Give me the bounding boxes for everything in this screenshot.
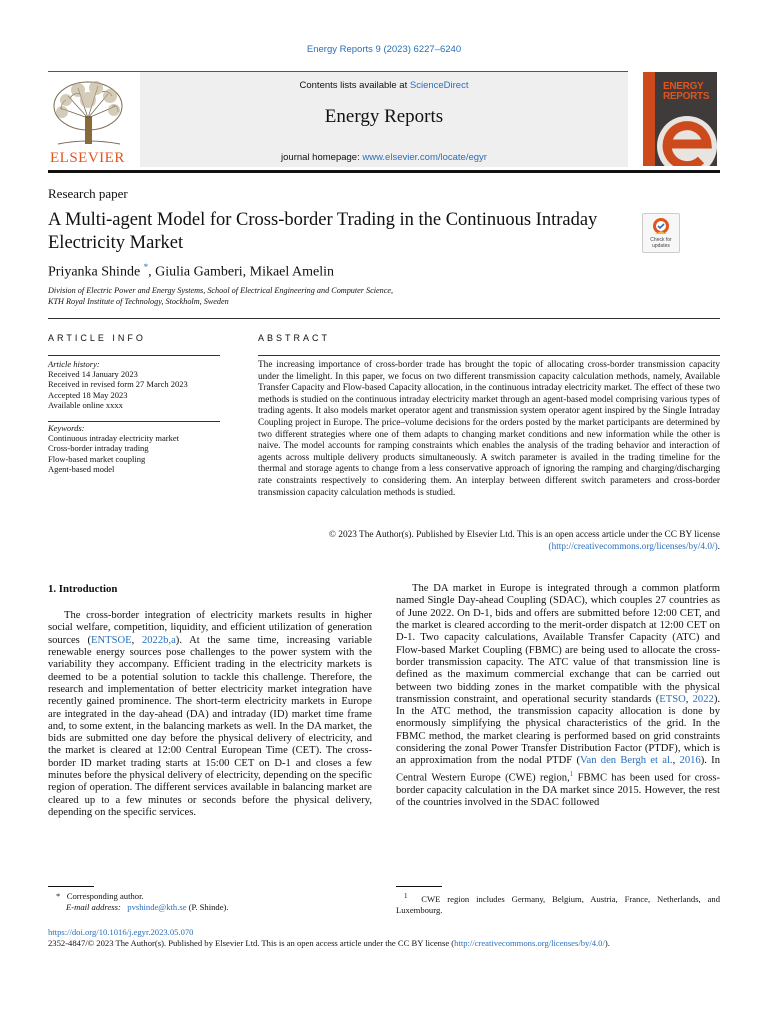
footnote-rule-right [396,886,442,887]
keyword-item: Cross-border intraday trading [48,443,149,454]
intro-paragraph [396,583,720,809]
cc-license-link[interactable]: (http://creativecommons.org/licenses/by/4.0/) [548,541,718,552]
article-history [48,359,220,410]
abstract-text: The increasing importance of cross-border trade has brought the topic of allocating cross-border transmission capacity under the limelight. In this paper, we focus on two different transmission capacity calculation methods, namely, Available Transfer Capacity and Flow-based Capacity allocation, in the continuous intraday electricity market. The effect of these two methods is studied on the continuous intraday electricity market through an agent-based model comprising various types of trading agents. It also models market operator agent and transmission system operator agent inspired by the Single Intraday Coupling project in Europe. The price–volume decisions for the orders posted by the market participants are determined by two different strategies where one of them adapts to changing market conditions and new information while the other is naive. The model accounts for ramping constraints which enables the analysis of the trading behavior and interaction of agents across multiple delivery products simultaneously. A switch parameter is availed in the trading timeline for the thermal and storage agents to change from a less conservative approach of ignoring the ramping and charging/discharging rate constraints respectively to considering them. An interplay between different switch parameters and cross-border transmission capacity calculation methods is studied. [258,360,720,498]
elsevier-tree-icon [48,78,130,164]
journal-homepage-link[interactable]: www.elsevier.com/locate/egyr [362,152,487,163]
cover-title-line2: REPORTS [663,91,710,102]
journal-cover-image[interactable] [643,72,717,166]
footnote-rule-left [48,886,94,887]
homepage-prefix: journal homepage: [281,152,363,163]
citation-entsoe[interactable]: ENTSOE [91,634,132,646]
para-text: ). In Central Western Europe (CWE) region, [396,755,720,784]
keyword-item: Flow-based market coupling [48,453,146,464]
footnote-1-text: CWE region includes Germany, Belgium, Austria, France, Netherlands, and Luxembourg. [396,893,720,915]
corresponding-author-mark[interactable]: * [143,262,149,272]
history-item: Accepted 18 May 2023 [48,389,128,400]
doi-link[interactable]: https://doi.org/10.1016/j.egyr.2023.05.070 [48,927,194,937]
abstract-copyright [258,530,720,553]
keywords [48,423,220,474]
para-text: ). At the same time, increasing variable renewable energy sources pose challenges to the power system with the variability they accompany. Efficient trading in the electricity markets is deemed to be a potential solution to tackle this challenge. Therefore, the research and implementation of better electricity market integration have recently gained prominence. The short-term electricity markets in Europe are integrated in the day-ahead (DA) and intraday (ID) market time frame and, to some extent, in the balancing markets as well. In the DA market, the bids are submitted one day before the physical delivery of electricity, and the market is cleared at 12:00 Central European Time (CET). The cross-border ID market trading starts at 15:00 CET on D-1 and closes a few minutes before the physical delivery of electricity, depending on the specific region of operation. The different services available in balancing market are cleared up to a few minutes or seconds before the physical delivery, depending on the specific services. [48,634,372,818]
keyword-item: Agent-based model [48,463,115,474]
footnote-1-mark[interactable]: 1 [569,769,574,778]
check-for-updates-button[interactable] [642,213,680,253]
contents-prefix: Contents lists available at [299,80,410,91]
email-line [56,902,372,913]
keywords-rule [48,421,220,422]
paper-title: A Multi-agent Model for Cross-border Trading in the Continuous Intraday Electricity Market [48,210,598,253]
abstract-label: ABSTRACT [258,333,331,343]
history-heading: Article history: [48,359,100,369]
sciencedirect-link[interactable]: ScienceDirect [409,80,469,91]
article-type: Research paper [48,186,128,201]
footnote-1-number: 1 [404,892,408,900]
journal-homepage-line [140,152,628,163]
para-text: The DA market in Europe is integrated through a common platform named Single Day-ahead Coupling (SDAC), which couples 27 countries as of June 2022. On D-1, bids and offers are submitted before 12:00 CET, and the market is cleared according to the merit-order dispatch at 12:00 CET on D-1. Two capacity calculations, Available Transfer Capacity (ATC) and Flow-based Market Coupling (FBMC) are being used to allocate the cross-border transmission capacity. The ATC value of that transmission line is defined as the maximum commercial exchange that can be carried out between two bidding zones in the market compatible with the physical transmission constraint, and operational security standards ( [396,583,720,705]
copyright-line: © 2023 The Author(s). Published by Elsevier Ltd. This is an open access article under the CC BY license [328,530,720,540]
article-info-rule [48,355,220,356]
citation-van-den-bergh[interactable]: Van den Bergh et al. [580,755,673,767]
author-shinde[interactable]: Priyanka Shinde [48,264,141,280]
intro-left-column [48,610,372,819]
citation-separator: , [131,634,142,646]
issn-end: ). [604,938,610,948]
check-updates-label: Check for updates [650,237,672,249]
article-info-label: ARTICLE INFO [48,333,146,343]
issn-license-link[interactable]: http://creativecommons.org/licenses/by/4.0/ [454,938,605,948]
citation-etso-year[interactable]: 2022 [692,693,714,705]
other-authors: , Giulia Gamberi, Mikael Amelin [148,264,335,280]
corr-mark: * [56,891,61,901]
authors [48,262,334,281]
affiliation-line1: Division of Electric Power and Energy Systems, School of Electrical Engineering and Computer Science, [48,286,394,295]
affiliation-line2: KTH Royal Institute of Technology, Stockholm, Sweden [48,297,229,306]
issn-text: 2352-4847/© 2023 The Author(s). Published by Elsevier Ltd. This is an open access article under the CC BY license ( [48,938,455,948]
email-name: (P. Shinde). [186,902,229,912]
license-line [258,542,720,554]
elsevier-logo[interactable] [48,78,130,164]
email-label: E-mail address: [66,902,121,912]
citation-2022[interactable]: 2022b,a [141,634,176,646]
abstract-rule [258,355,720,356]
history-item: Received 14 January 2023 [48,369,138,380]
contents-line [140,80,628,91]
history-item: Available online xxxx [48,399,123,410]
para-text: FBMC has been used for cross-border capacity calculation in the DA market since 2015. However, the rest of the countries involved in the SDAC followed [396,772,720,808]
intro-right-column [396,583,720,809]
issn-copyright [48,938,610,948]
corresponding-line [56,891,372,902]
license-end: . [717,541,720,552]
keyword-item: Continuous intraday electricity market [48,433,180,444]
citation-etso[interactable]: ETSO [659,693,686,705]
intro-paragraph [48,610,372,819]
section-rule [48,318,720,319]
cover-title-line1: ENERGY [663,81,704,92]
citation-separator: , [685,693,693,705]
email-link[interactable]: pvshinde@kth.se [127,902,187,912]
footnote-1 [396,891,720,916]
keywords-heading: Keywords: [48,423,85,433]
affiliation [48,285,393,307]
cover-graphic-icon [643,72,717,166]
para-text: The cross-border integration of electricity markets results in higher social welfare, competition, liquidity, and efficient utilization of generation sources ( [48,610,372,646]
history-item: Received in revised form 27 March 2023 [48,379,188,390]
header-thick-rule [48,170,720,173]
journal-citation[interactable]: Energy Reports 9 (2023) 6227–6240 [306,44,462,55]
citation-van-den-bergh-year[interactable]: 2016 [679,755,701,767]
journal-title: Energy Reports [324,106,444,127]
corresponding-footnote [56,891,372,913]
elsevier-logo-text: ELSEVIER [50,150,125,164]
para-text: ). In the ATC method, the transmission capacity allocation is done by enormously simplifying the physical characteristics of the grid. In the FBMC method, the market clearing is performed based on grid constraints considering the zonal Power Transfer Distribution Factor (PTDF), which is an approximation from the nodal PTDF ( [396,693,720,767]
introduction-heading: 1. Introduction [48,583,118,595]
corr-text: Corresponding author. [66,891,144,901]
citation-separator: , [672,755,680,767]
